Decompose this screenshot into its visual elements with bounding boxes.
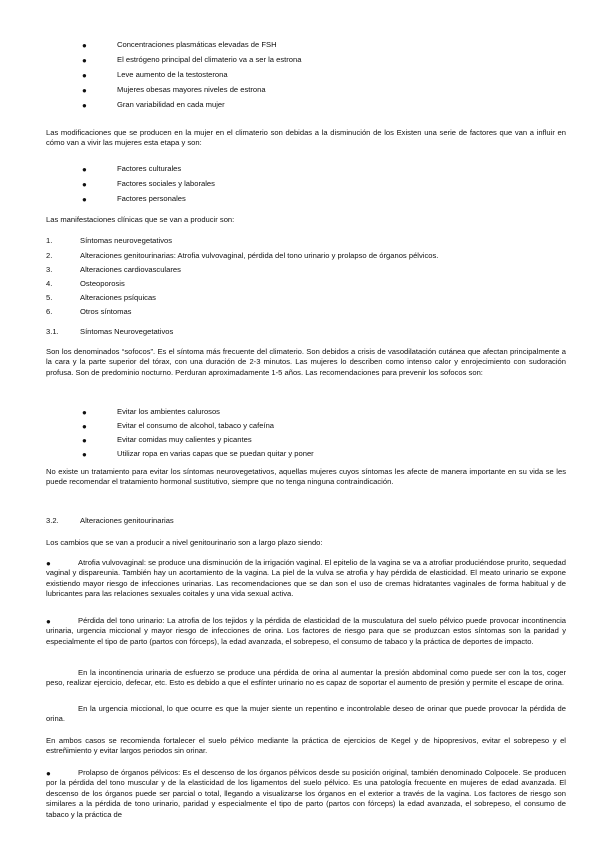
section-title: Alteraciones genitourinarias [80, 516, 174, 525]
list-item: Osteoporosis [80, 279, 125, 288]
list-number: 6. [46, 307, 53, 316]
section-title: Síntomas Neurovegetativos [80, 327, 174, 336]
paragraph-perdida-tono: Pérdida del tono urinario: La atrofia de los tejidos y la pérdida de elasticidad de la musculatura del suelo pélvico puede provocar incontinencia urinaria, urgencia miccional y mayor riesgo de infecciones de orina. Los factores de riesgo para que se produzcan estos síntomas son la paridad y especialmente el tipo de parto (partos con fórceps), la edad avanzada, el sobrepeso, el consumo de tabaco y la práctica de deportes de impacto. [46, 616, 566, 646]
paragraph-sofocos: Son los denominados “sofocos”. Es el síntoma más frecuente del climaterio. Son debidos a crisis de vasodilatación cutánea que afectan principalmente a la cara y la parte superior del tórax, con una duración de 2-3 minutos. Las mujeres lo describen como intenso calor y enrojecimiento con sudoración profusa. Son de predominio nocturno. Perduran aproximadamente 1-5 años. Las recomendaciones para prevenir los sofocos son: [46, 347, 566, 377]
section-number: 3.2. [46, 516, 59, 525]
bullet-icon: ● [82, 86, 87, 95]
bullet-icon: ● [82, 195, 87, 204]
paragraph-tratamiento: No existe un tratamiento para evitar los síntomas neurovegetativos, aquellas mujeres cuyos síntomas les afecte de manera importante en su vida se les puede recomendar el tratamiento hormonal sustitutivo, siempre que no tenga ninguna contraindicación. [46, 467, 566, 487]
bullet-icon: ● [82, 450, 87, 459]
bullet-icon: ● [82, 56, 87, 65]
list-item: Utilizar ropa en varias capas que se puedan quitar y poner [117, 449, 314, 458]
paragraph-prolapso: Prolapso de órganos pélvicos: Es el descenso de los órganos pélvicos desde su posición original, también denominado Colpocele. Se producen por la pérdida del tono muscular y de la elasticidad de los ligamentos del suelo pélvico. Es una patología frecuente en mujeres de edad avanzada. El descenso de los órganos puede ser parcial o total, llegando a visualizarse los órganos en el exterior a través de la vagina. Los factores de riesgo son similares a la pérdida de tono urinario, paridad y especialmente el tipo de parto (partos con fórceps) la edad avanzada, el sobrepeso, el consumo de tabaco y la práctica de [46, 768, 566, 819]
bullet-icon: ● [46, 559, 51, 568]
section-number: 3.1. [46, 327, 59, 336]
paragraph-ambos-casos: En ambos casos se recomienda fortalecer el suelo pélvico mediante la práctica de ejercicios de Kegel y de hipopresivos, evitar el sobrepeso y el estreñimiento y evitar largos periodos sin orinar. [46, 736, 566, 756]
bullet-icon: ● [82, 180, 87, 189]
list-item: Otros síntomas [80, 307, 132, 316]
bullet-icon: ● [82, 422, 87, 431]
list-item: Gran variabilidad en cada mujer [117, 100, 225, 109]
paragraph-esfuerzo: En la incontinencia urinaria de esfuerzo se produce una pérdida de orina al aumentar la presión abdominal como puede ser con la tos, coger peso, realizar ejercicio, defecar, etc. Esto es debido a que el esfínter urinario no es capaz de soportar el aumento de presión y permite el escape de orina. [46, 668, 566, 688]
list-item: Alteraciones genitourinarias: Atrofia vulvovaginal, pérdida del tono urinario y prolapso de órganos pélvicos. [80, 251, 439, 260]
list-item: Leve aumento de la testosterona [117, 70, 228, 79]
list-item: Factores personales [117, 194, 186, 203]
bullet-icon: ● [82, 408, 87, 417]
list-item: Evitar los ambientes calurosos [117, 407, 220, 416]
list-item: Factores culturales [117, 164, 182, 173]
bullet-icon: ● [82, 436, 87, 445]
list-item: Evitar el consumo de alcohol, tabaco y cafeína [117, 421, 275, 430]
list-number: 5. [46, 293, 53, 302]
list-number: 2. [46, 251, 53, 260]
bullet-icon: ● [82, 71, 87, 80]
list-item: Evitar comidas muy calientes y picantes [117, 435, 252, 444]
paragraph-cambios: Los cambios que se van a producir a nivel genitourinario son a largo plazo siendo: [46, 538, 323, 547]
paragraph-manifestaciones: Las manifestaciones clínicas que se van a producir son: [46, 215, 235, 224]
paragraph-atrofia: Atrofia vulvovaginal: se produce una disminución de la irrigación vaginal. El epitelio de la vagina se va a atrofiar produciéndose prurito, sequedad vaginal y dispareunia. También hay un acortamiento de la vagina. La piel de la vulva se atrofia y hay pérdida de elasticidad. El meato urinario se expone existiendo mayor riesgo de infecciones urinarias. Las recomendaciones que se dan son el uso de cremas hidratantes vaginales de forma habitual y de lubricantes para las relaciones sexuales coitales y una vida sexual activa. [46, 558, 566, 599]
list-item: Alteraciones psíquicas [80, 293, 156, 302]
list-number: 3. [46, 265, 53, 274]
paragraph-modificaciones: Las modificaciones que se producen en la mujer en el climaterio son debidas a la disminución de los Existen una serie de factores que van a influir en cómo van a vivir las mujeres esta etapa y son: [46, 128, 566, 148]
list-item: Mujeres obesas mayores niveles de estrona [117, 85, 266, 94]
list-number: 1. [46, 236, 53, 245]
list-item: El estrógeno principal del climaterio va a ser la estrona [117, 55, 302, 64]
bullet-icon: ● [46, 769, 51, 778]
list-item: Factores sociales y laborales [117, 179, 215, 188]
paragraph-urgencia: En la urgencia miccional, lo que ocurre es que la mujer siente un repentino e incontrolable deseo de orinar que puede provocar la pérdida de orina. [46, 704, 566, 724]
list-number: 4. [46, 279, 53, 288]
bullet-icon: ● [82, 165, 87, 174]
list-item: Concentraciones plasmáticas elevadas de FSH [117, 40, 277, 49]
list-item: Síntomas neurovegetativos [80, 236, 173, 245]
bullet-icon: ● [82, 41, 87, 50]
list-item: Alteraciones cardiovasculares [80, 265, 181, 274]
bullet-icon: ● [46, 617, 51, 626]
bullet-icon: ● [82, 101, 87, 110]
